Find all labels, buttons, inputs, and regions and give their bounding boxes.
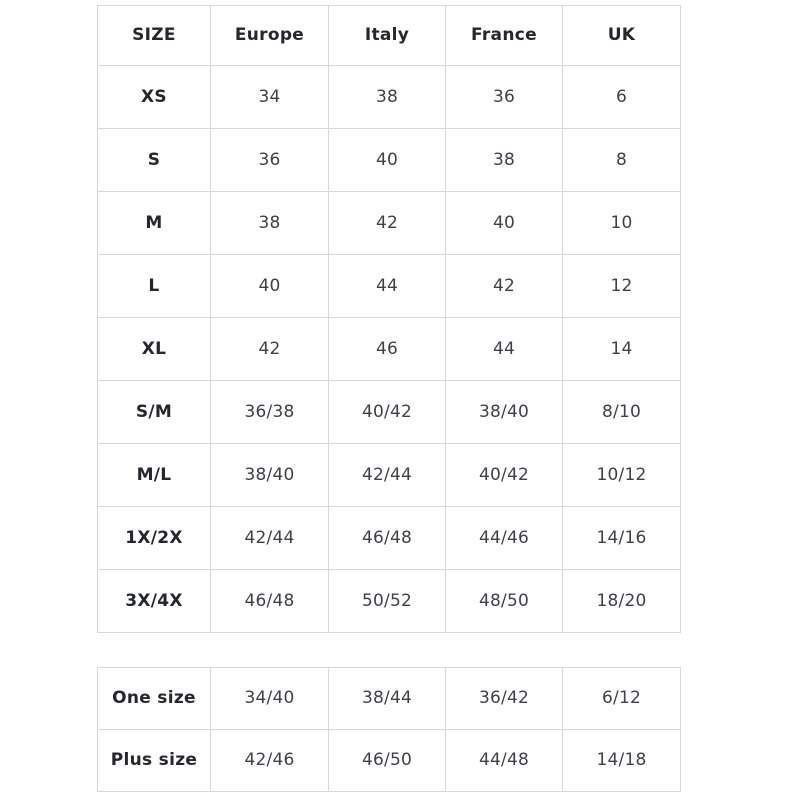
value-cell: 14/18 bbox=[563, 730, 681, 792]
value-cell: 44 bbox=[446, 318, 563, 381]
value-cell: 10 bbox=[563, 192, 681, 255]
value-cell: 46/48 bbox=[211, 570, 329, 633]
table-row bbox=[98, 507, 681, 570]
value-cell: 44/46 bbox=[446, 507, 563, 570]
row-label-cell: S bbox=[98, 129, 211, 192]
value-cell: 44 bbox=[329, 255, 446, 318]
value-cell: 36/42 bbox=[446, 668, 563, 730]
value-cell: 44/48 bbox=[446, 730, 563, 792]
value-cell: 38/40 bbox=[211, 444, 329, 507]
value-cell: 18/20 bbox=[563, 570, 681, 633]
size-conversion-table bbox=[97, 5, 681, 633]
value-cell: 6 bbox=[563, 66, 681, 129]
table-row bbox=[98, 66, 681, 129]
value-cell: 38 bbox=[446, 129, 563, 192]
table-row bbox=[98, 129, 681, 192]
value-cell: 50/52 bbox=[329, 570, 446, 633]
value-cell: 36 bbox=[446, 66, 563, 129]
row-label-cell: 3X/4X bbox=[98, 570, 211, 633]
row-label-cell: 1X/2X bbox=[98, 507, 211, 570]
row-label-cell: L bbox=[98, 255, 211, 318]
table-row bbox=[98, 318, 681, 381]
value-cell: 8/10 bbox=[563, 381, 681, 444]
value-cell: 38/44 bbox=[329, 668, 446, 730]
value-cell: 38/40 bbox=[446, 381, 563, 444]
value-cell: 40/42 bbox=[446, 444, 563, 507]
value-cell: 40 bbox=[211, 255, 329, 318]
column-header-europe: Europe bbox=[211, 6, 329, 66]
value-cell: 10/12 bbox=[563, 444, 681, 507]
header-row bbox=[98, 6, 681, 66]
value-cell: 8 bbox=[563, 129, 681, 192]
value-cell: 42 bbox=[329, 192, 446, 255]
value-cell: 38 bbox=[211, 192, 329, 255]
row-label-cell: Plus size bbox=[98, 730, 211, 792]
value-cell: 40 bbox=[329, 129, 446, 192]
value-cell: 42 bbox=[446, 255, 563, 318]
size-conversion-table-container bbox=[97, 5, 681, 633]
value-cell: 12 bbox=[563, 255, 681, 318]
value-cell: 40 bbox=[446, 192, 563, 255]
value-cell: 14/16 bbox=[563, 507, 681, 570]
value-cell: 46/50 bbox=[329, 730, 446, 792]
value-cell: 42/44 bbox=[211, 507, 329, 570]
value-cell: 38 bbox=[329, 66, 446, 129]
value-cell: 34 bbox=[211, 66, 329, 129]
value-cell: 14 bbox=[563, 318, 681, 381]
value-cell: 42/46 bbox=[211, 730, 329, 792]
value-cell: 46 bbox=[329, 318, 446, 381]
value-cell: 34/40 bbox=[211, 668, 329, 730]
table-row bbox=[98, 668, 681, 730]
row-label-cell: XS bbox=[98, 66, 211, 129]
value-cell: 6/12 bbox=[563, 668, 681, 730]
table-row bbox=[98, 730, 681, 792]
value-cell: 46/48 bbox=[329, 507, 446, 570]
table-row bbox=[98, 192, 681, 255]
column-header-france: France bbox=[446, 6, 563, 66]
value-cell: 42/44 bbox=[329, 444, 446, 507]
value-cell: 48/50 bbox=[446, 570, 563, 633]
column-header-italy: Italy bbox=[329, 6, 446, 66]
column-header-uk: UK bbox=[563, 6, 681, 66]
value-cell: 36 bbox=[211, 129, 329, 192]
row-label-cell: XL bbox=[98, 318, 211, 381]
row-label-cell: M bbox=[98, 192, 211, 255]
table-row bbox=[98, 444, 681, 507]
column-header-size: SIZE bbox=[98, 6, 211, 66]
special-sizes-table-container bbox=[97, 667, 681, 792]
value-cell: 36/38 bbox=[211, 381, 329, 444]
row-label-cell: S/M bbox=[98, 381, 211, 444]
special-sizes-table bbox=[97, 667, 681, 792]
table-row bbox=[98, 381, 681, 444]
value-cell: 42 bbox=[211, 318, 329, 381]
table-row bbox=[98, 570, 681, 633]
row-label-cell: M/L bbox=[98, 444, 211, 507]
row-label-cell: One size bbox=[98, 668, 211, 730]
value-cell: 40/42 bbox=[329, 381, 446, 444]
table-row bbox=[98, 255, 681, 318]
